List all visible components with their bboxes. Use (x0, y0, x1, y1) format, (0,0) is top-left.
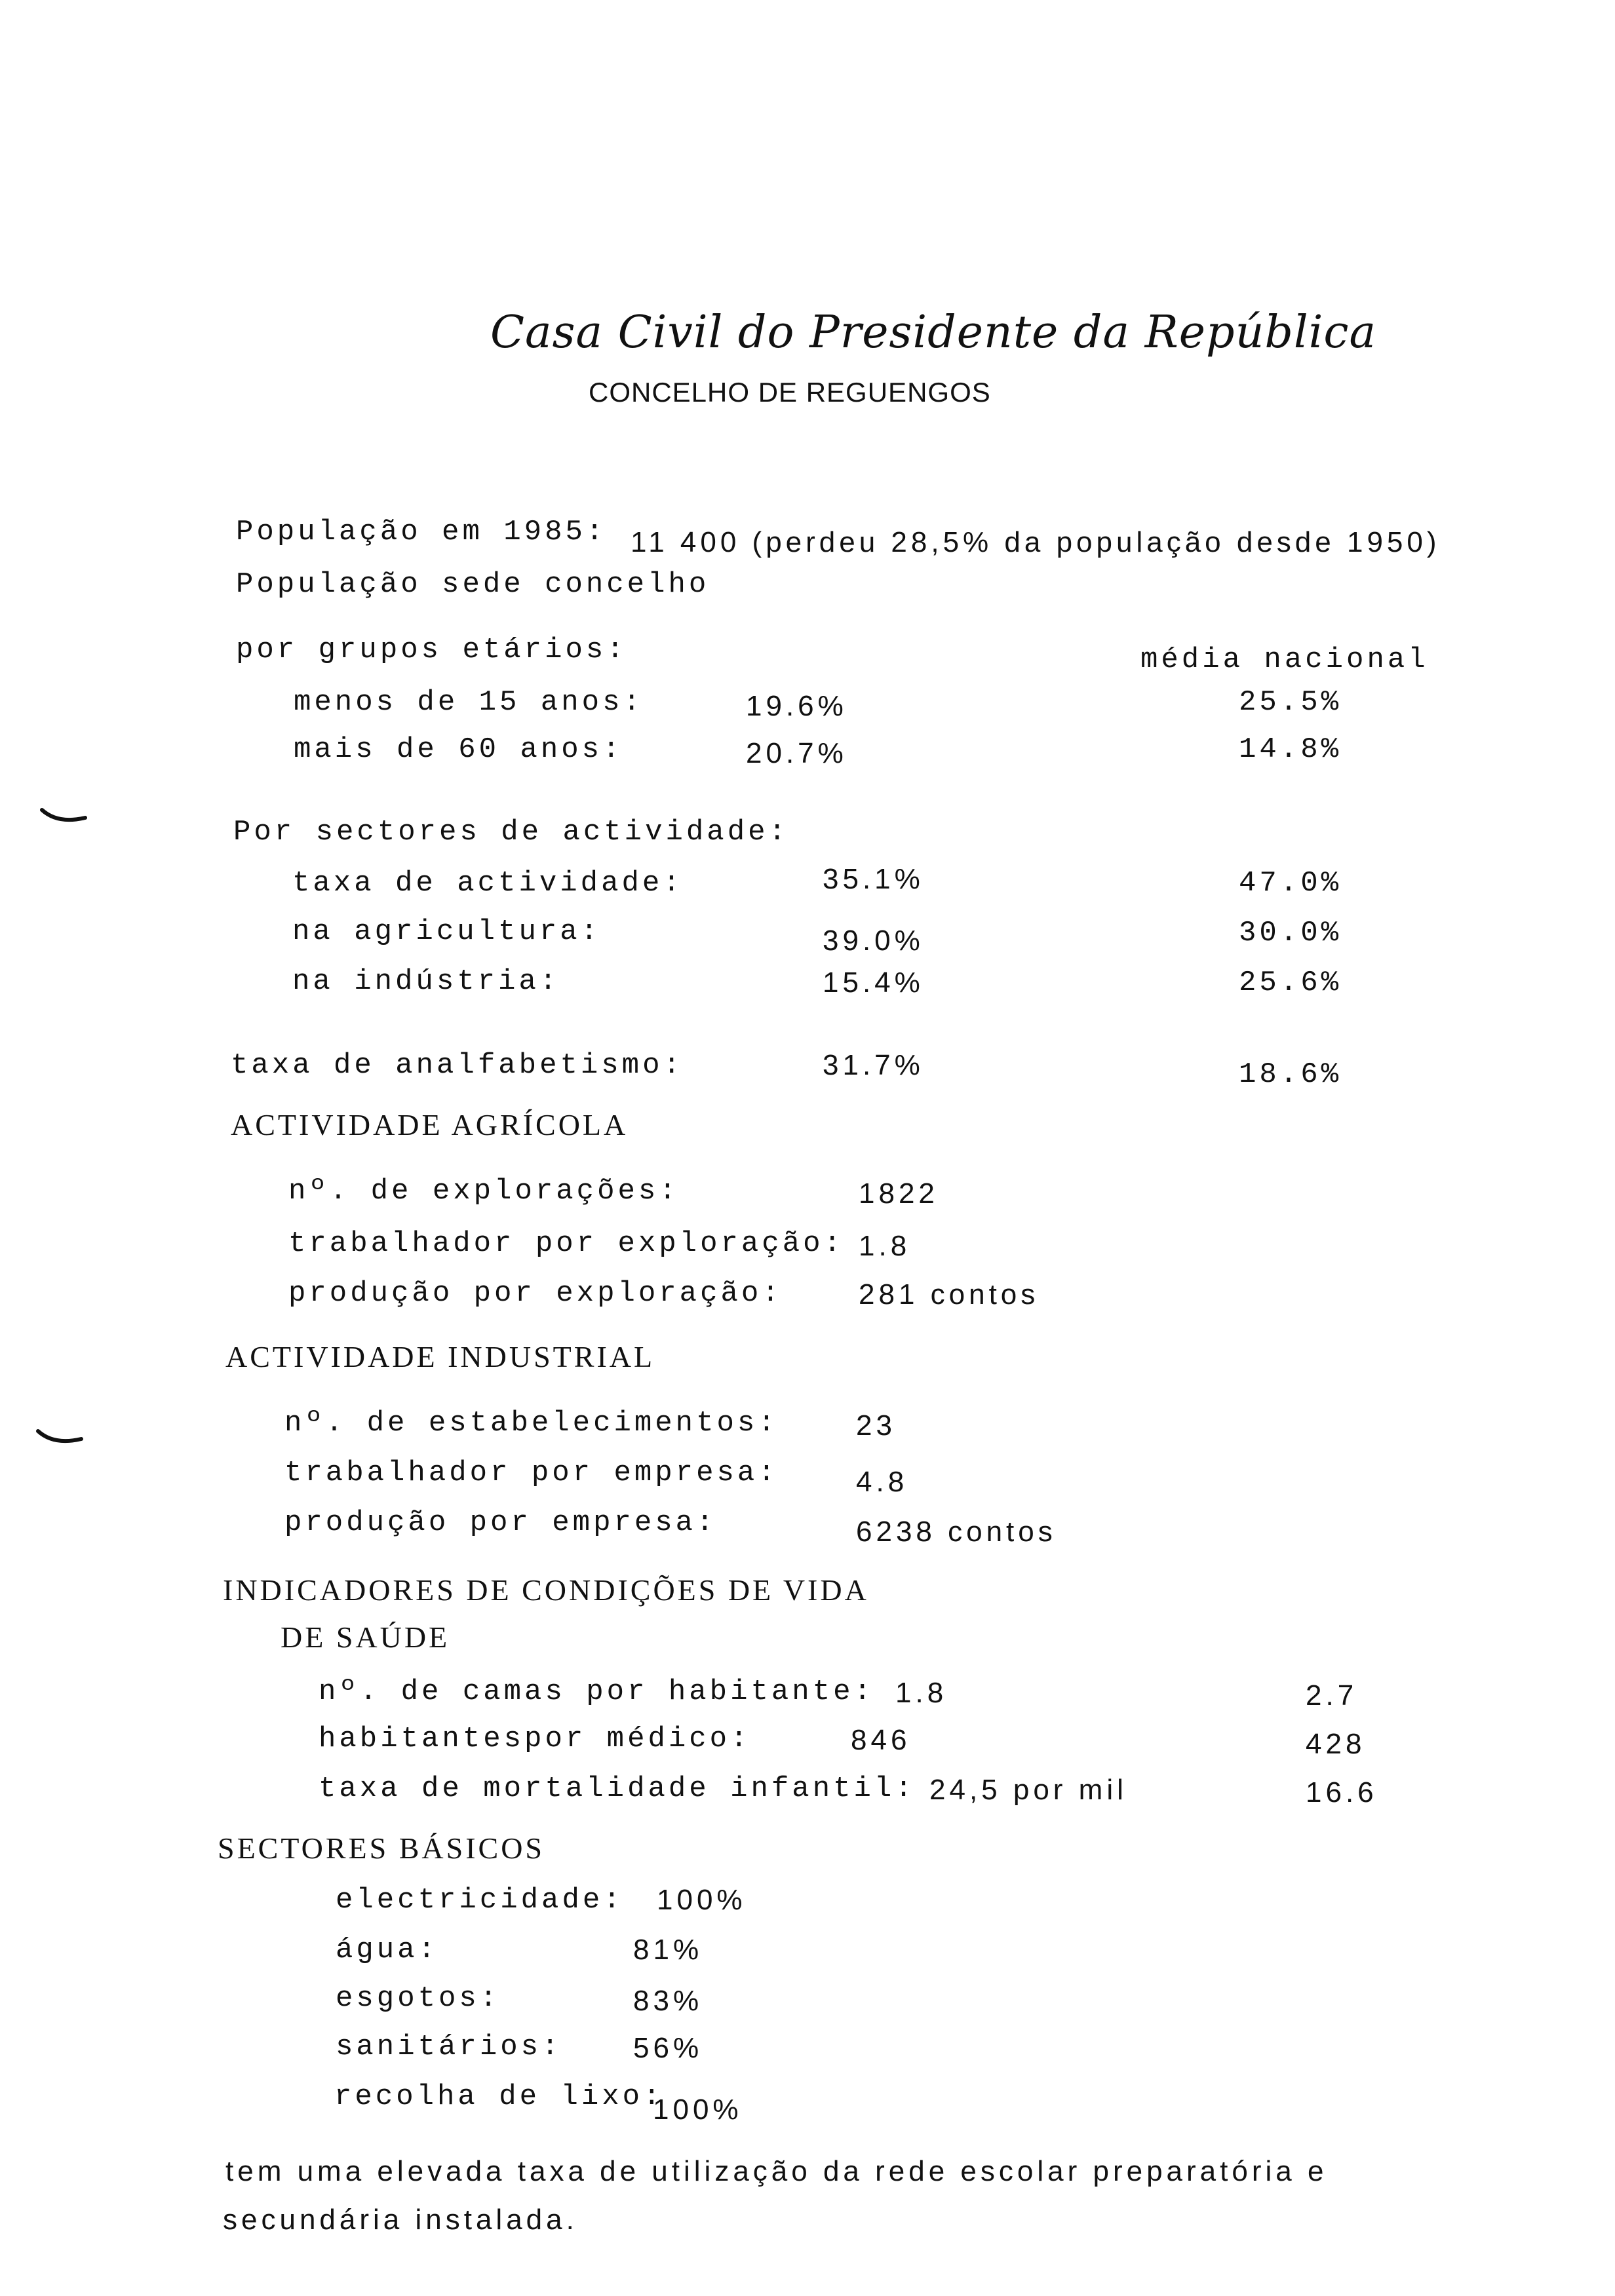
beds-per-inhabitant-national: 2.7 (1306, 1679, 1358, 1712)
activity-rate-national: 47.0% (1239, 867, 1342, 900)
sanitation-value: 56% (633, 2032, 703, 2064)
footer-note-line-1: tem uma elevada taxa de utilização da rede escolar preparatória e (225, 2155, 1328, 2187)
living-conditions-title: INDICADORES DE CONDIÇÕES DE VIDA (223, 1573, 869, 1607)
agriculture-national: 30.0% (1239, 917, 1342, 949)
inhabitants-per-doctor-value: 846 (851, 1724, 911, 1756)
industry-national: 25.6% (1239, 966, 1342, 999)
population-1985-label: População em 1985: (236, 516, 607, 548)
agriculture-value: 39.0% (823, 925, 924, 957)
industry-label: na indústria: (292, 965, 560, 998)
population-1985-value: 11 400 (perdeu 28,5% da população desde 1950) (631, 526, 1441, 558)
footer-note-line-2: secundária instalada. (223, 2204, 578, 2236)
age-under-15-national: 25.5% (1239, 686, 1342, 719)
basic-sectors-title: SECTORES BÁSICOS (218, 1831, 545, 1865)
illiteracy-national: 18.6% (1239, 1058, 1342, 1091)
sewage-label: esgotos: (336, 1982, 501, 2015)
age-groups-label: por grupos etários: (236, 634, 627, 666)
farms-count-label: nº. de explorações: (288, 1175, 680, 1208)
agriculture-label: na agricultura: (292, 915, 602, 948)
punch-hole-mark (38, 805, 90, 831)
industry-value: 15.4% (823, 966, 924, 999)
workers-per-company-label: trabalhador por empresa: (284, 1457, 779, 1489)
age-over-60-label: mais de 60 anos: (294, 733, 623, 766)
inhabitants-per-doctor-label: habitantespor médico: (319, 1723, 751, 1755)
water-value: 81% (633, 1934, 703, 1966)
age-over-60-value: 20.7% (746, 737, 847, 769)
workers-per-farm-label: trabalhador por exploração: (288, 1227, 844, 1260)
illiteracy-value: 31.7% (823, 1049, 924, 1081)
establishments-count-label: nº. de estabelecimentos: (284, 1407, 779, 1440)
age-over-60-national: 14.8% (1239, 733, 1342, 766)
population-seat-label: População sede concelho (236, 568, 710, 601)
workers-per-company-value: 4.8 (856, 1466, 908, 1498)
sanitation-label: sanitários: (336, 2031, 562, 2063)
production-per-company-value: 6238 contos (856, 1516, 1057, 1548)
waste-collection-value: 100% (653, 2094, 743, 2126)
activity-rate-value: 35.1% (823, 863, 924, 895)
infant-mortality-value: 24,5 por mil (929, 1774, 1127, 1806)
production-per-company-label: produção por empresa: (284, 1506, 717, 1539)
age-under-15-value: 19.6% (746, 690, 847, 722)
national-average-label: média nacional (1140, 643, 1429, 676)
age-under-15-label: menos de 15 anos: (294, 686, 644, 719)
farms-count-value: 1822 (859, 1177, 939, 1210)
agricultural-section-title: ACTIVIDADE AGRÍCOLA (231, 1108, 629, 1141)
water-label: água: (336, 1934, 439, 1966)
establishments-count-value: 23 (856, 1409, 896, 1442)
inhabitants-per-doctor-national: 428 (1306, 1728, 1366, 1760)
industrial-section-title: ACTIVIDADE INDUSTRIAL (225, 1340, 655, 1373)
waste-collection-label: recolha de lixo: (334, 2080, 664, 2113)
activity-rate-label: taxa de actividade: (292, 867, 684, 900)
sewage-value: 83% (633, 1985, 703, 2017)
health-subtitle: DE SAÚDE (281, 1620, 450, 1654)
illiteracy-label: taxa de analfabetismo: (231, 1049, 684, 1082)
workers-per-farm-value: 1.8 (859, 1230, 911, 1262)
punch-hole-mark (34, 1426, 87, 1452)
council-title: CONCELHO DE REGUENGOS (589, 377, 991, 408)
beds-per-inhabitant-value: 1.8 (895, 1677, 948, 1709)
activity-sectors-label: Por sectores de actividade: (233, 816, 789, 849)
electricity-value: 100% (657, 1884, 747, 1916)
letterhead: Casa Civil do Presidente da República (490, 307, 1377, 358)
infant-mortality-national: 16.6 (1306, 1776, 1378, 1808)
infant-mortality-label: taxa de mortalidade infantil: (319, 1772, 916, 1805)
beds-per-inhabitant-label: nº. de camas por habitante: (319, 1675, 874, 1708)
production-per-farm-value: 281 contos (859, 1278, 1040, 1311)
production-per-farm-label: produção por exploração: (288, 1277, 783, 1310)
electricity-label: electricidade: (336, 1884, 624, 1917)
